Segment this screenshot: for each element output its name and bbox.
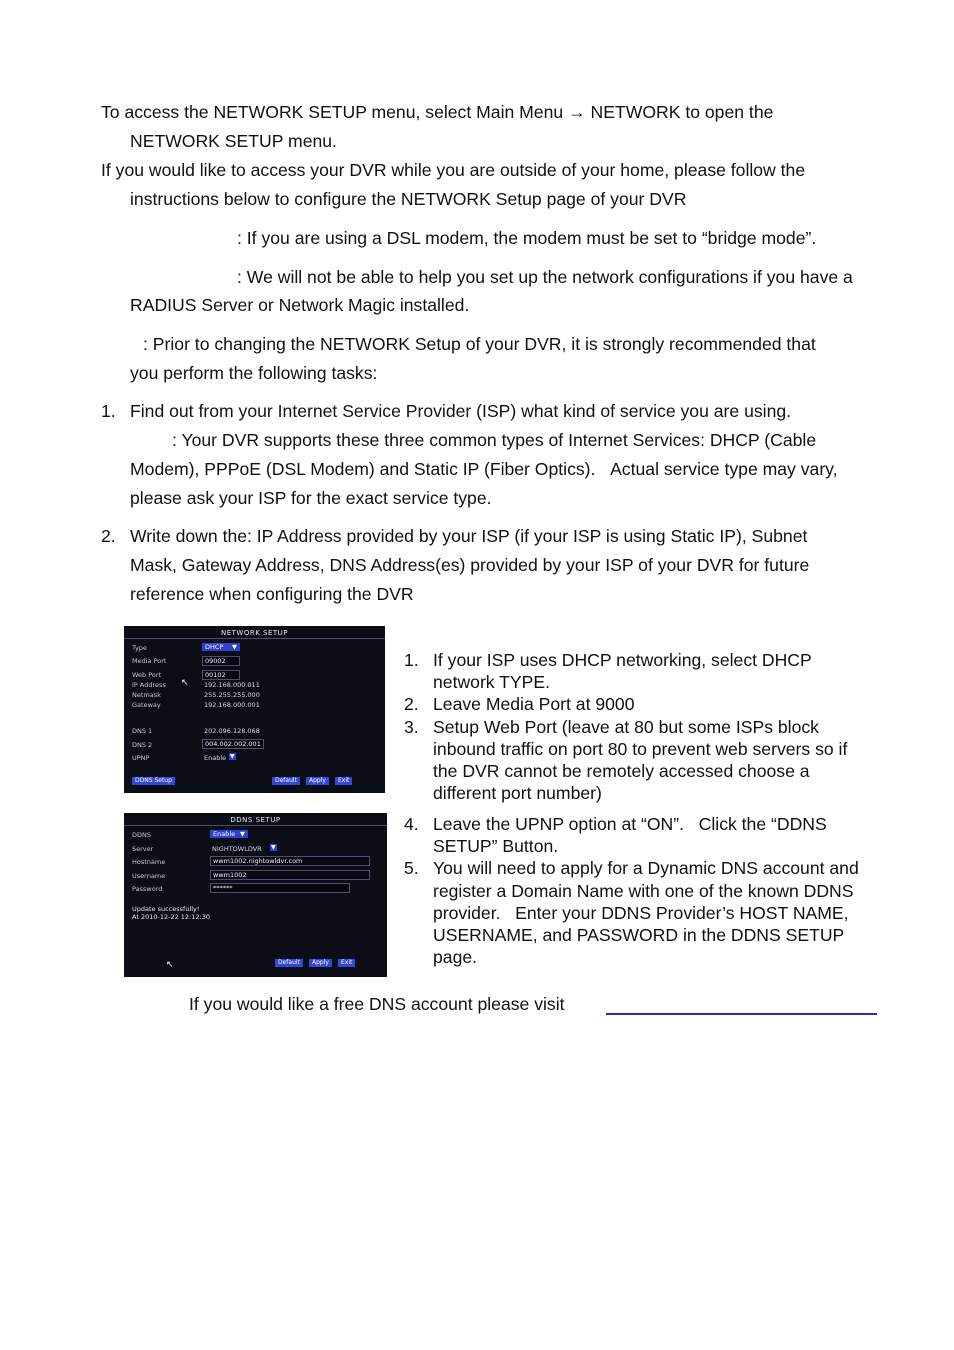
step-5-line-3: provider. Enter your DDNS Provider’s HOST NAME, <box>433 903 849 923</box>
step-2-line-1: Leave Media Port at 9000 <box>433 694 635 714</box>
step-4-line-1: Leave the UPNP option at “ON”. Click the “DDNS <box>433 814 827 834</box>
network-setup-screenshot <box>124 626 385 793</box>
label-server: Server <box>132 845 154 853</box>
dns2-field: 004.002.002.001 <box>202 739 264 749</box>
chevron-down-icon: ▼ <box>232 643 237 651</box>
dns1-value: 202.096.128.068 <box>204 727 260 735</box>
label-gateway: Gateway <box>132 701 161 709</box>
update-status: Update successfully! <box>132 905 200 913</box>
step-5-line-1: You will need to apply for a Dynamic DNS account and <box>433 858 859 878</box>
step-3-line-3: the DVR cannot be remotely accessed choose a <box>433 761 810 781</box>
step-4-number: 4. <box>404 814 419 834</box>
step-5-line-5: page. <box>433 947 478 967</box>
step-3-line-4: different port number) <box>433 783 602 803</box>
ip-address-value: 192.168.000.011 <box>204 681 260 689</box>
type-value: DHCP <box>205 643 224 651</box>
task-1-line-3: Modem), PPPoE (DSL Modem) and Static IP (Fiber Optics). Actual service type may vary, <box>130 459 838 479</box>
label-media-port: Media Port <box>132 657 167 665</box>
label-dns2: DNS 2 <box>132 741 153 749</box>
note-bridge-mode: : If you are using a DSL modem, the modem must be set to “bridge mode”. <box>237 228 817 248</box>
label-upnp: UPNP <box>132 754 150 762</box>
netmask-value: 255.255.255.000 <box>204 691 260 699</box>
intro-line-3: If you would like to access your DVR while you are outside of your home, please follow the <box>101 160 806 180</box>
step-1-line-1: If your ISP uses DHCP networking, select DHCP <box>433 650 812 670</box>
note-radius-line-2: RADIUS Server or Network Magic installed. <box>130 295 470 315</box>
label-ip-address: IP Address <box>132 681 166 689</box>
note-prior-line-2: you perform the following tasks: <box>130 363 378 383</box>
server-chevron-down-icon: ▼ <box>271 844 276 851</box>
label-username: Username <box>132 872 166 880</box>
free-dns-text: If you would like a free DNS account please visit <box>189 994 565 1014</box>
step-5-line-2: register a Domain Name with one of the known DDNS <box>433 881 854 901</box>
default-button: Default <box>275 959 303 967</box>
chevron-down-icon: ▼ <box>240 830 245 838</box>
intro-line-1: To access the NETWORK SETUP menu, select Main Menu → NETWORK to open the <box>101 102 774 122</box>
hostname-field: wwm1002.nightowldvr.com <box>210 856 370 866</box>
intro-line-2: NETWORK SETUP menu. <box>130 131 337 151</box>
task-2-line-3: reference when configuring the DVR <box>130 584 414 604</box>
apply-button: Apply <box>306 777 329 785</box>
label-netmask: Netmask <box>132 691 161 699</box>
step-2-number: 2. <box>404 694 419 714</box>
task-2-number: 2. <box>101 526 116 546</box>
title-divider <box>124 825 387 826</box>
mouse-cursor-icon: ↖ <box>166 960 174 970</box>
apply-button: Apply <box>309 959 332 967</box>
task-2-line-2: Mask, Gateway Address, DNS Address(es) provided by your ISP of your DVR for future <box>130 555 810 575</box>
gateway-value: 192.168.000.001 <box>204 701 260 709</box>
title-divider <box>124 638 385 639</box>
type-select <box>202 643 240 651</box>
mouse-cursor-icon: ↖ <box>181 678 189 688</box>
ddns-setup-button: DDNS Setup <box>132 777 175 785</box>
step-3-number: 3. <box>404 717 419 737</box>
exit-button: Exit <box>338 959 355 967</box>
server-value: NIGHTOWLDVR <box>212 845 262 853</box>
update-timestamp: At 2010-12-22 12:12:30 <box>132 913 210 921</box>
step-5-number: 5. <box>404 858 419 878</box>
exit-button: Exit <box>335 777 352 785</box>
label-ddns: DDNS <box>132 831 151 839</box>
note-prior-line-1: : Prior to changing the NETWORK Setup of your DVR, it is strongly recommended that <box>143 334 816 354</box>
task-1-line-4: please ask your ISP for the exact service type. <box>130 488 492 508</box>
step-3-line-2: inbound traffic on port 80 to prevent web servers so if <box>433 739 848 759</box>
ddns-setup-title: DDNS SETUP <box>230 816 281 824</box>
password-field: ****** <box>210 883 350 893</box>
web-port-field: 00102 <box>202 670 240 680</box>
note-radius-line-1: : We will not be able to help you set up the network configurations if you have a <box>237 267 853 287</box>
task-1-line-1: Find out from your Internet Service Provider (ISP) what kind of service you are using. <box>130 401 792 421</box>
default-button: Default <box>272 777 300 785</box>
intro-line-4: instructions below to configure the NETWORK Setup page of your DVR <box>130 189 687 209</box>
label-password: Password <box>132 885 163 893</box>
step-4-line-2: SETUP” Button. <box>433 836 559 856</box>
task-1-line-2: : Your DVR supports these three common types of Internet Services: DHCP (Cable <box>172 430 817 450</box>
task-2-line-1: Write down the: IP Address provided by your ISP (if your ISP is using Static IP), Subnet <box>130 526 808 546</box>
network-setup-title: NETWORK SETUP <box>220 629 289 637</box>
label-dns1: DNS 1 <box>132 727 153 735</box>
upnp-chevron-down-icon: ▼ <box>230 753 235 760</box>
task-1-number: 1. <box>101 401 116 421</box>
ddns-setup-screenshot <box>124 813 387 977</box>
username-field: wwm1002 <box>210 870 370 880</box>
step-5-line-4: USERNAME, and PASSWORD in the DDNS SETUP <box>433 925 845 945</box>
ddns-value: Enable <box>213 830 236 838</box>
media-port-field: 09002 <box>202 656 240 666</box>
label-hostname: Hostname <box>132 858 166 866</box>
ddns-select <box>210 830 248 838</box>
free-dns-link[interactable] <box>606 1013 877 1015</box>
step-1-number: 1. <box>404 650 419 670</box>
label-web-port: Web Port <box>132 671 162 679</box>
step-1-line-2: network TYPE. <box>433 672 551 692</box>
label-type: Type <box>132 644 147 652</box>
step-3-line-1: Setup Web Port (leave at 80 but some ISPs block <box>433 717 819 737</box>
upnp-value: Enable <box>204 754 227 762</box>
